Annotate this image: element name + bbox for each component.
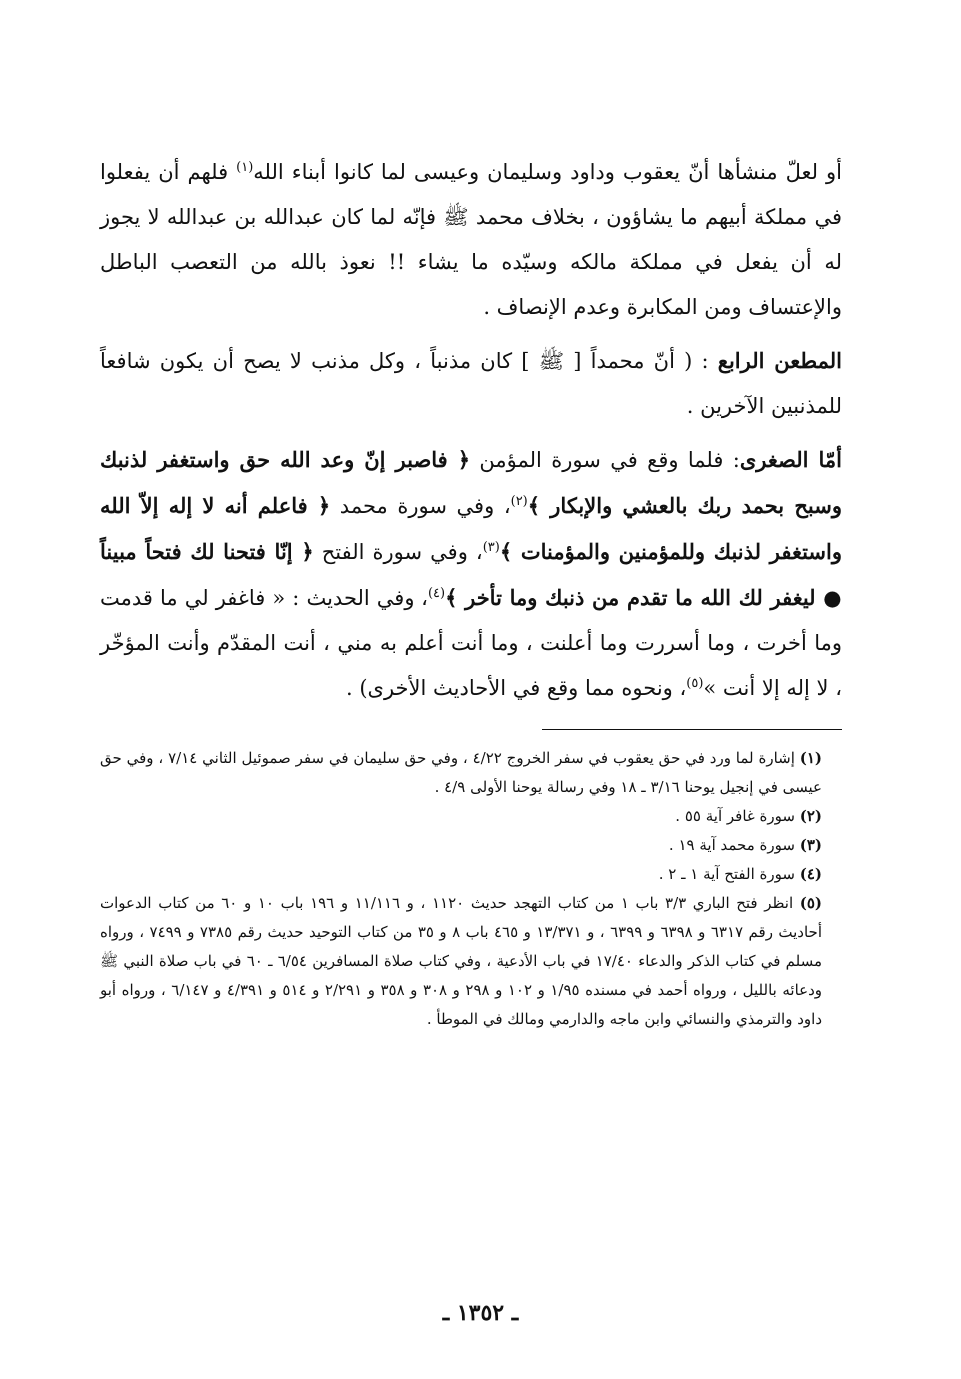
- p3-text-4: ، وفي الحديث : « فاغفر لي ما قدمت وما أخرت ، وما أسررت وما أعلنت ، وما أنت أعلم به مني ، أنت المقدّم وأنت المؤخّر ، لا إله إلا أنت »: [100, 586, 842, 700]
- paragraph-2: [100, 338, 842, 429]
- footnote-1-text: إشارة لما ورد في حق يعقوب في سفر الخروج ٤/٢٢ ، وفي حق سليمان في سفر صموئيل الثاني ٧/١٤ ، وفي حق عيسى في إنجيل يوحنا ٣/١٦ ـ ١٨ وفي رسالة يوحنا الأولى ٤/٩ .: [100, 749, 822, 796]
- quran-quote-1: ﴿ فاصبر إنّ وعد الله حق واستغفر لذنبك وسبح بحمد ربك بالعشي والإبكار ﴾: [100, 447, 843, 518]
- quran-quote-3: ﴿ إنّا فتحنا لك فتحاً مبيناً ● ليغفر لك الله ما تقدم من ذنبك وما تأخر ﴾: [100, 539, 843, 610]
- footnote-4-text: سورة الفتح آية ١ ـ ٢ .: [658, 865, 800, 883]
- footnote-3-number: (٣): [799, 836, 822, 854]
- section-heading: المطعن الرابع: [717, 348, 842, 373]
- footnote-ref-5[interactable]: (٥): [686, 676, 704, 691]
- footnote-ref-1[interactable]: (١): [236, 160, 254, 175]
- footnote-1-number: (١): [799, 749, 822, 767]
- paragraph-3: [100, 437, 842, 711]
- p3-text-5: ، ونحوه مما وقع في الأحاديث الأخرى) .: [345, 676, 687, 700]
- paragraph-1: [100, 150, 842, 330]
- footnote-5: [100, 889, 842, 1034]
- footnote-divider: [542, 729, 842, 730]
- p2-text: : ( أنّ محمداً [ ﷺ ] كان مذنباً ، وكل مذنب لا يصح أن يكون شافعاً للمذنبين الآخرين .: [100, 349, 842, 418]
- page-body: [100, 150, 842, 1034]
- footnote-2-text: سورة غافر آية ٥٥ .: [675, 807, 800, 825]
- sub-heading: أمّا الصغرى: [739, 447, 842, 472]
- footnote-ref-3[interactable]: (٣): [482, 540, 500, 555]
- footnote-3: [100, 831, 842, 860]
- page-number: ـ ١٣٥٢ ـ: [442, 1300, 519, 1326]
- footnote-4: [100, 860, 842, 889]
- p3-text-1: : فلما وقع في سورة المؤمن: [470, 448, 740, 472]
- footnote-ref-2[interactable]: (٢): [510, 494, 528, 509]
- p1-rest: فلهم أن يفعلوا في مملكة أبيهم ما يشاؤون ، بخلاف محمد ﷺ فإنّه لما كان عبدالله بن عبدالله لا يجوز له أن يفعل في مملكة مالكه وسيّده ما يشاء !! نعوذ بالله من التعصب الباطل والإعتساف ومن المكابرة وعدم الإنصاف .: [100, 160, 842, 319]
- footnote-5-number: (٥): [799, 894, 823, 912]
- footnote-3-text: سورة محمد آية ١٩ .: [668, 836, 800, 854]
- footnote-2: [100, 802, 842, 831]
- p1-text: أو لعلّ منشأها أنّ يعقوب وداود وسليمان وعيسى لما كانوا أبناء الله: [253, 160, 842, 184]
- footnote-4-number: (٤): [799, 865, 822, 883]
- footnote-ref-4[interactable]: (٤): [427, 586, 446, 601]
- p3-text-2: ، وفي سورة محمد: [330, 494, 511, 518]
- footnote-1: [100, 744, 842, 802]
- quran-quote-2: ﴿ فاعلم أنه لا إله إلاّ الله واستغفر لذنبك وللمؤمنين والمؤمنات ﴾: [100, 493, 843, 564]
- p3-text-3: ، وفي سورة الفتح: [313, 540, 483, 564]
- footnote-2-number: (٢): [799, 807, 822, 825]
- footnote-5-text: انظر فتح الباري ٣/٣ باب ١ من كتاب التهجد حديث ١١٢٠ ، و ١١/١١٦ و ١٩٦ باب ١٠ و ٦٠ من كتاب الدعوات أحاديث رقم ٦٣١٧ و ٦٣٩٨ و ٦٣٩٩ ، و ١٣/٣٧١ و ٤٦٥ باب ٨ و ٣٥ من كتاب التوحيد حديث رقم ٧٣٨٥ و ٧٤٩٩ ، ورواه مسلم في كتاب الذكر والدعاء ١٧/٤٠ في باب الأدعية ، وفي كتاب صلاة المسافرين ٦/٥٤ ـ ٦٠ في باب صلاة النبي ﷺ ودعائه بالليل ، ورواه أحمد في مسنده ١/٩٥ و ١٠٢ و ٢٩٨ و ٣٠٨ و ٣٥٨ و ٢/٢٩١ و ٥١٤ و ٤/٣٩١ و ٦/١٤٧ ، ورواه أبو داود والترمذي والنسائي وابن ماجه والدارمي ومالك في الموطأ .: [100, 894, 823, 1028]
